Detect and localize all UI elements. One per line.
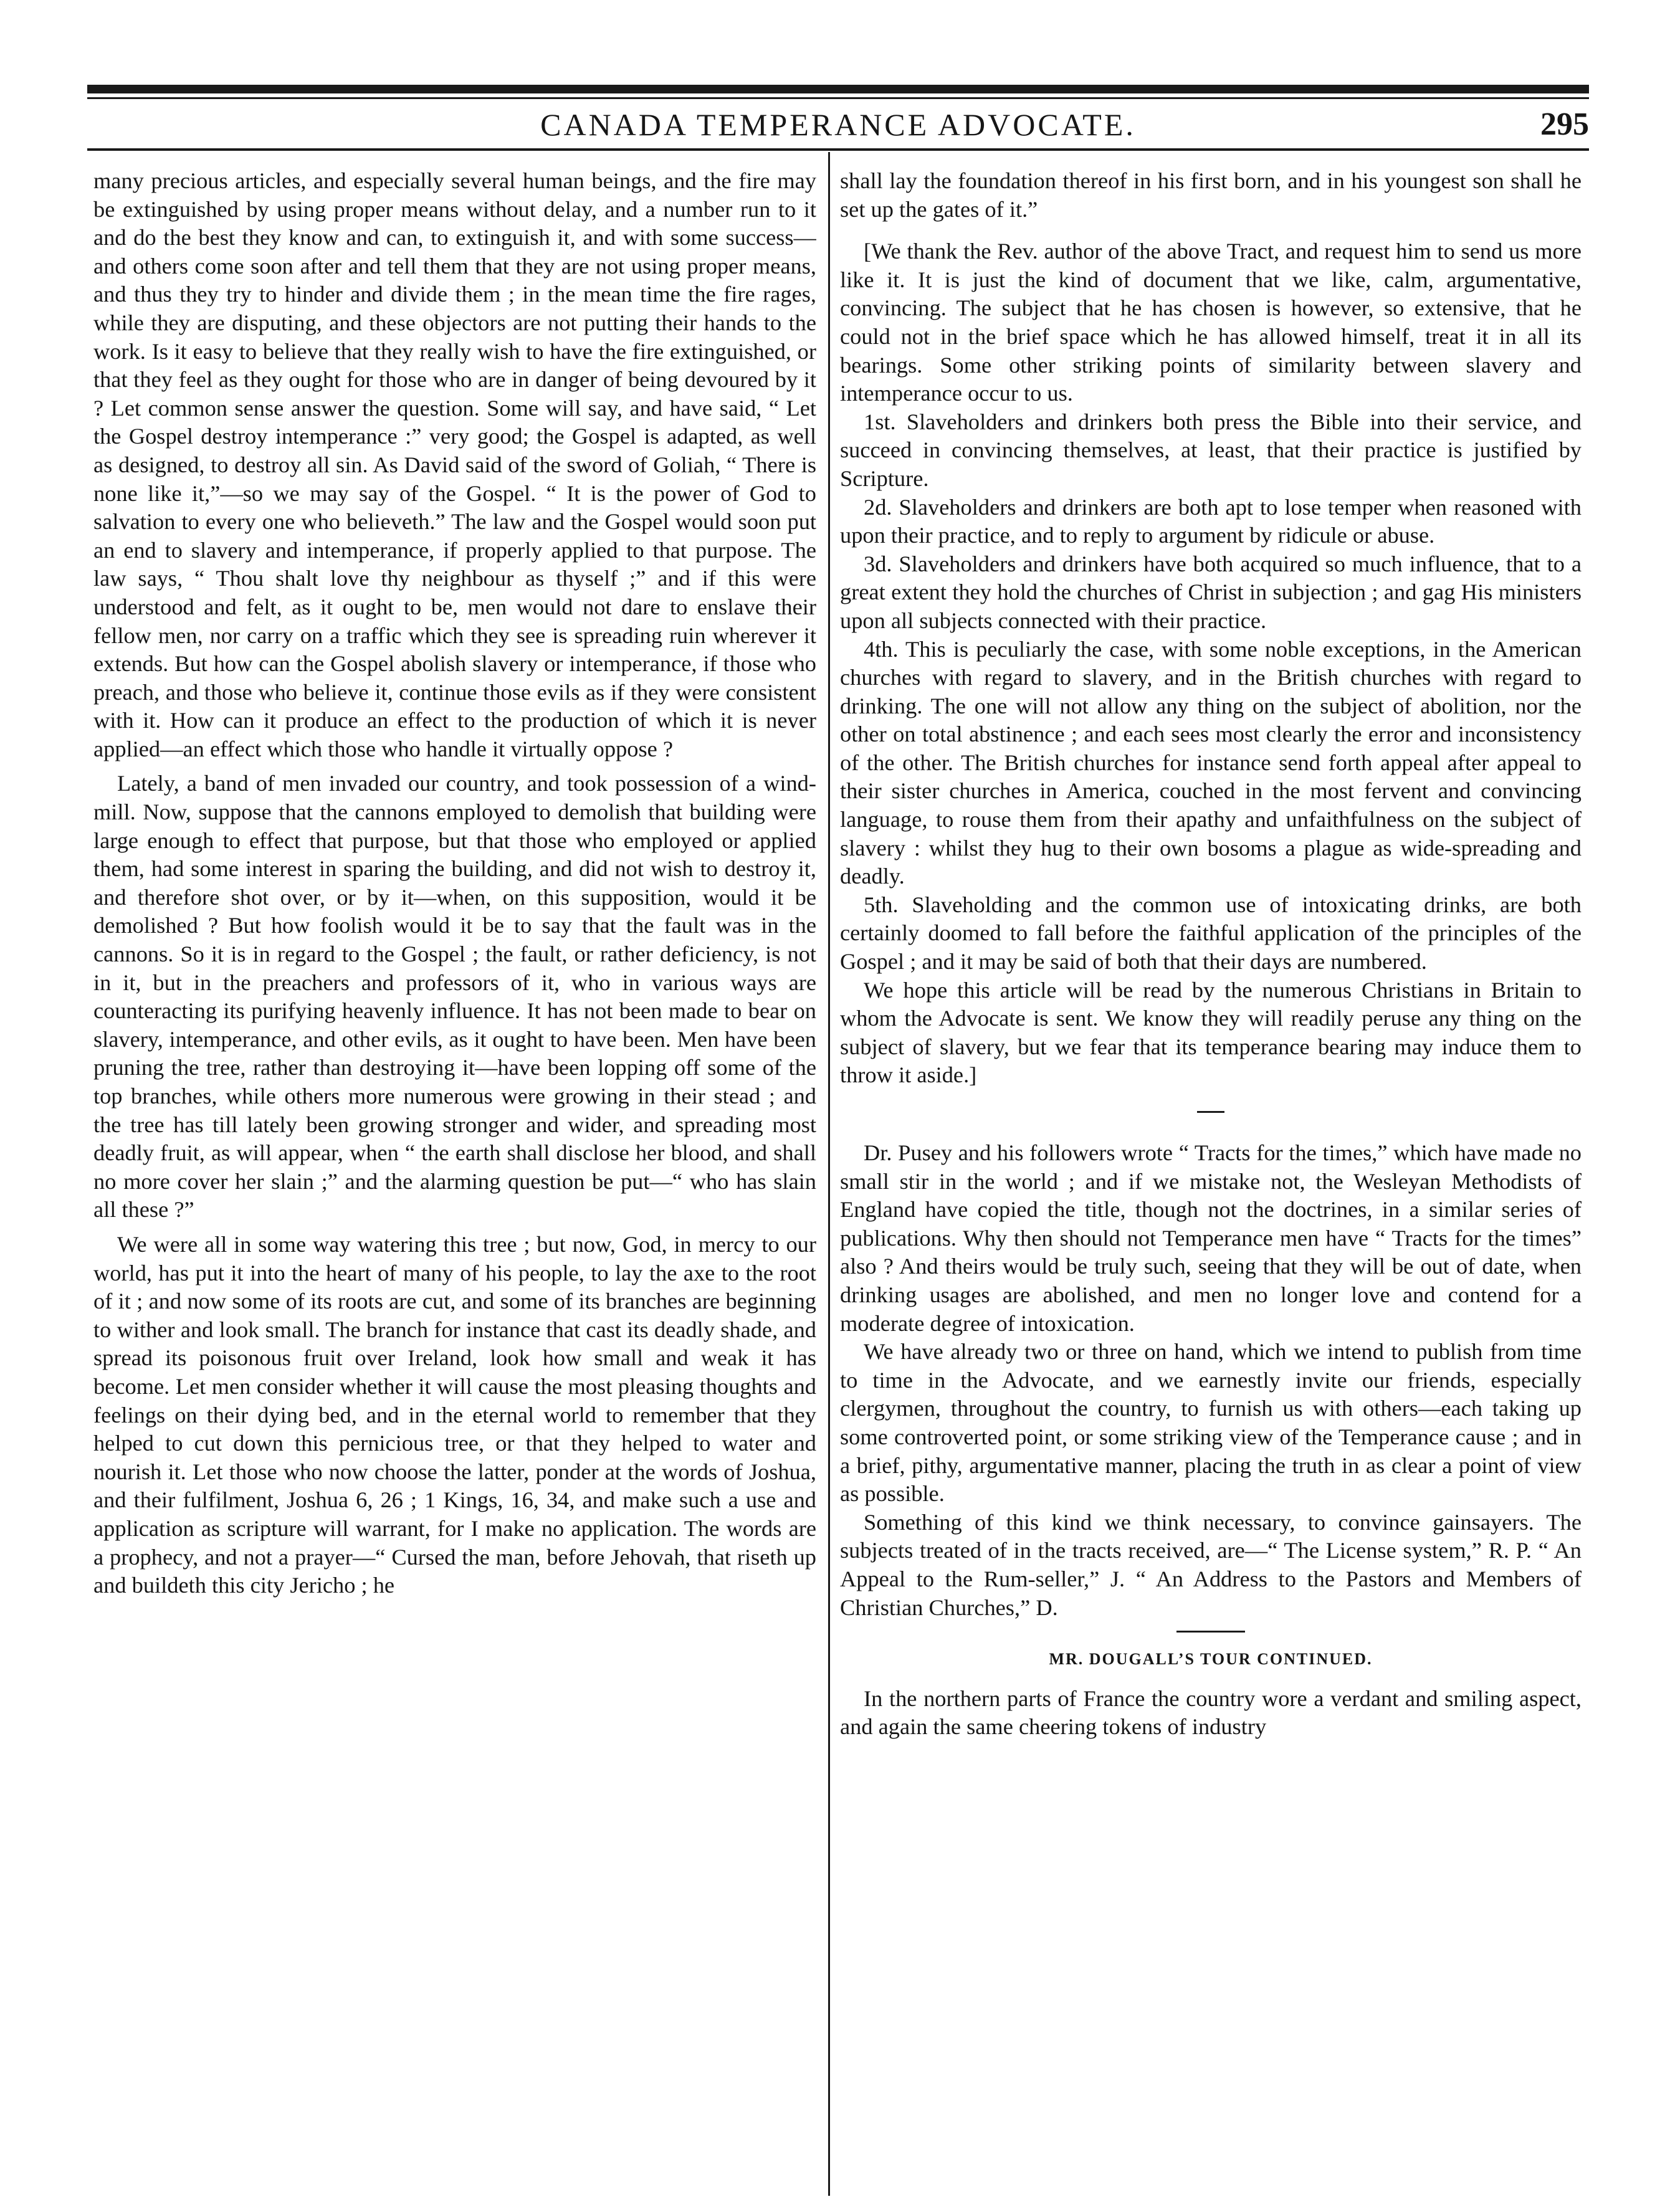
tracts-paragraph: Something of this kind we think necessary, to convince gainsayers. The subjects treated of in the tracts received, are—“ The License system,” R. P. “ An Appeal to the Rum-seller,” J. “ An Address to the Pastors and Members of Christian Churches,” D. bbox=[840, 1509, 1582, 1620]
tracts-paragraph: Dr. Pusey and his followers wrote “ Tracts for the times,” which have made no small stir in the world ; and if we mistake not, the Wesleyan Methodists of England have copied the title, though not the doctrines, in a similar series of publications. Why then should not Temperance men have “ Tracts for the times” also ? And theirs would be truly such, seeing that they will be out of date, when drinking usages are abolished, and men no longer love and contend for a moderate degree of intoxication. bbox=[840, 1140, 1582, 1336]
section-separator bbox=[1197, 1111, 1224, 1113]
page-number: 295 bbox=[1540, 107, 1589, 142]
newspaper-title: CANADA TEMPERANCE ADVOCATE. bbox=[540, 107, 1136, 142]
article-paragraph: Lately, a band of men invaded our country, and took possession of a wind-mill. Now, suppose that the cannons employed to demolish that building were large enough to effect that purpose, but that those who employed or applied them, had some interest in sparing the building, and did not wish to destroy it, and therefore shot over, or by it—when, on this supposition, would it be demolished ? But how foolish would it be to say that the fault was in the cannons. So it is in regard to the Gospel ; the fault, or rather deficiency, is not in it, but in the preachers and professors of it, who in various ways are counteracting its purifying heavenly influence. It has not been made to bear on slavery, intemperance, and other evils, as it ought to have been. Men have been pruning the tree, rather than destroying it—have been lopping off some of the top branches, while others more numerous were growing in their stead ; and the tree has till lately been growing stronger and wider, and spreading most deadly fruit, as will appear, when “ the earth shall disclose her blood, and shall no more cover her slain ;” and the alarming question be put—“ who has slain all these ?” bbox=[93, 771, 816, 1223]
masthead bbox=[87, 102, 1589, 147]
header-rule-thick bbox=[87, 85, 1589, 93]
editor-note-paragraph: 4th. This is peculiarly the case, with some noble exceptions, in the American churches with regard to slavery, and in the British churches with regard to drinking. The one will not allow any thing on the subject of abolition, nor the other on total abstinence ; and each sees most clearly the error and inconsistency of the other. The British churches for instance send forth appeal after appeal to their sister churches in America, couched in the most fervent and convincing language, to rouse them from their apathy and unfaithfulness on the subject of slavery : whilst they hug to their own bosoms a plague as wide-spreading and deadly. bbox=[840, 636, 1582, 889]
header-rule-thin bbox=[87, 97, 1589, 99]
masthead-rule bbox=[87, 148, 1589, 151]
editor-note-paragraph: 2d. Slaveholders and drinkers are both apt to lose temper when reasoned with upon their practice, and to reply to argument by ridicule or abuse. bbox=[840, 494, 1582, 548]
section-heading: MR. DOUGALL’S TOUR CONTINUED. bbox=[1049, 1650, 1373, 1669]
editor-note-paragraph: We hope this article will be read by the numerous Christians in Britain to whom the Advocate is sent. We know they will readily peruse any thing on the subject of slavery, but we fear that its temperance bearing may induce them to throw it aside.] bbox=[840, 977, 1582, 1088]
article-continuation: shall lay the foundation thereof in his first born, and in his youngest son shall he set up the gates of it.” bbox=[840, 168, 1582, 222]
article-paragraph: We were all in some way watering this tree ; but now, God, in mercy to our world, has put it into the heart of many of his people, to lay the axe to the root of it ; and now some of its roots are cut, and some of its branches are beginning to wither and look small. The branch for instance that cast its deadly shade, and spread its poisonous fruit over Ireland, look how small and weak it has become. Let men consider whether it will cause the most pleasing thoughts and feelings on their dying bed, and in the eternal world to remember that they helped to cut down this pernicious tree, or that they helped to water and nourish it. Let those who now choose the latter, ponder at the words of Joshua, and their fulfilment, Joshua 6, 26 ; 1 Kings, 16, 34, and make such a use and application as scripture will warrant, for I make no application. The words are a prophecy, and not a prayer—“ Cursed the man, before Jehovah, that riseth up and buildeth this city Jericho ; he bbox=[93, 1231, 816, 1598]
editor-note-paragraph: 5th. Slaveholding and the common use of intoxicating drinks, are both certainly doomed to fall before the faithful application of the principles of the Gospel ; and it may be said of both that their days are numbered. bbox=[840, 892, 1582, 975]
tour-paragraph: In the northern parts of France the country wore a verdant and smiling aspect, and again the same cheering tokens of industry bbox=[840, 1685, 1582, 1740]
editor-note-paragraph: 1st. Slaveholders and drinkers both press the Bible into their service, and succeed in convincing themselves, at least, that their practice is justified by Scripture. bbox=[840, 409, 1582, 491]
left-column bbox=[93, 167, 816, 2186]
tracts-paragraph: We have already two or three on hand, which we intend to publish from time to time in the Advocate, and we earnestly invite our friends, especially clergymen, throughout the country, to furnish us with others—each taking up some controverted point, or some striking view of the Temperance cause ; and in a brief, pithy, argumentative manner, placing the truth in as clear a point of view as possible. bbox=[840, 1339, 1582, 1507]
editor-note-paragraph: [We thank the Rev. author of the above Tract, and request him to send us more like it. It is just the kind of document that we like, calm, argumentative, convincing. The subject that he has chosen is however, so extensive, that he could not in the brief space which he has allowed himself, treat it in all its bearings. Some other striking points of similarity between slavery and intemperance occur to us. bbox=[840, 239, 1582, 406]
article-paragraph: many precious articles, and especially several human beings, and the fire may be extinguished by using proper means without delay, and a number run to it and do the best they know and can, to extinguish it, and with some success—and others come soon after and tell them that they are not using proper means, and thus they try to hinder and divide them ; in the mean time the fire rages, while they are disputing, and these objectors are not putting their hands to the work. Is it easy to believe that they really wish to have the fire extinguished, or that they feel as they ought for those who are in danger of being devoured by it ? Let common sense answer the question. Some will say, and have said, “ Let the Gospel destroy intemperance :” very good; the Gospel is adapted, as well as designed, to destroy all sin. As David said of the sword of Goliah, “ There is none like it,”—so we may say of the Gospel. “ It is the power of God to salvation to every one who believeth.” The law and the Gospel would soon put an end to slavery and intemperance, if properly applied to that purpose. The law says, “ Thou shalt love thy neighbour as thyself ;” and if this were understood and felt, as it ought to be, men would not dare to enslave their fellow men, nor carry on a traffic which they see is spreading ruin wherever it extends. But how can the Gospel abolish slavery or intemperance, if those who preach, and those who believe it, continue those evils as if they were consistent with it. How can it produce an effect to the production of which it is never applied—an effect which those who handle it virtually oppose ? bbox=[93, 168, 816, 761]
editor-note-paragraph: 3d. Slaveholders and drinkers have both acquired so much influence, that to a great extent they hold the churches of Christ in subjection ; and gag His ministers upon all subjects connected with their practice. bbox=[840, 551, 1582, 633]
right-column bbox=[840, 167, 1582, 2186]
section-separator bbox=[1176, 1631, 1245, 1633]
column-divider bbox=[828, 152, 830, 2196]
